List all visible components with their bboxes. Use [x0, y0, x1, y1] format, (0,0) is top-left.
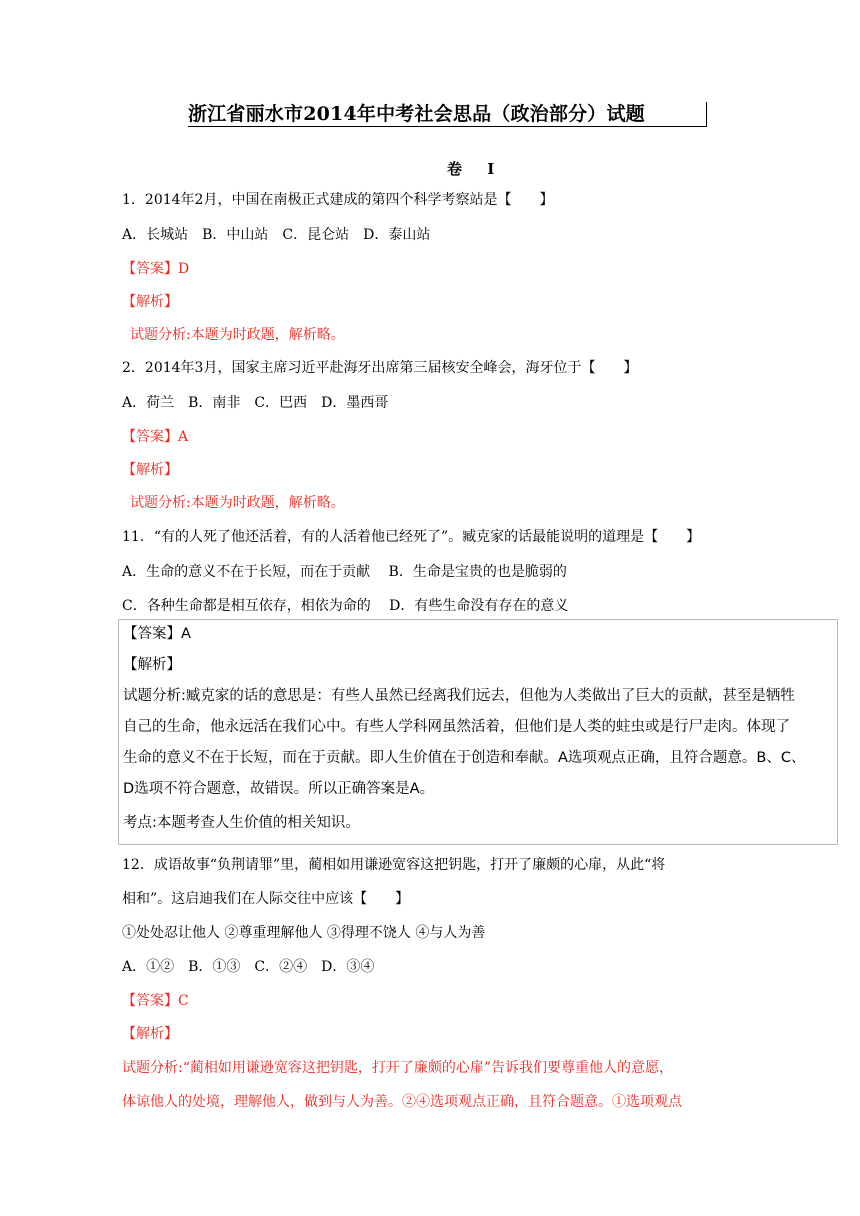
question-1-options: A．长城站 B．中山站 C．昆仑站 D．泰山站	[122, 227, 431, 243]
question-2-analysis-label: 【解析】	[122, 462, 178, 478]
question-2-analysis: 试题分析:本题为时政题，解析略。	[130, 495, 345, 511]
question-12-analysis-line: 体谅他人的处境，理解他人，做到与人为善。②④选项观点正确，且符合题意。①选项观点	[122, 1094, 682, 1110]
question-1-text: 1．2014年2月，中国在南极正式建成的第四个科学考察站是【 】	[122, 192, 554, 208]
question-2-options: A．荷兰 B．南非 C．巴西 D．墨西哥	[122, 395, 389, 411]
question-11-options-line-2: C．各种生命都是相互依存，相依为命的 D．有些生命没有存在的意义	[122, 598, 569, 614]
question-1-analysis-label: 【解析】	[122, 294, 178, 310]
question-11-analysis-label: 【解析】	[123, 657, 181, 673]
question-11-analysis-line: 生命的意义不在于长短，而在于贡献。即人生价值在于创造和奉献。A选项观点正确，且符合题意。B、C、	[123, 750, 806, 766]
question-11-analysis-line: D选项不符合题意，故错误。所以正确答案是A。	[123, 781, 435, 797]
question-11-knowledge-point: 考点:本题考查人生价值的相关知识。	[123, 815, 360, 831]
question-11-analysis-line: 试题分析:臧克家的话的意思是：有些人虽然已经离我们远去，但他为人类做出了巨大的贡献，甚至是牺牲	[123, 688, 795, 704]
volume-heading: 卷 I	[447, 160, 505, 178]
question-12-text-line-2: 相和”。这启迪我们在人际交往中应该【 】	[122, 891, 410, 907]
question-12-text-line-1: 12．成语故事“负荆请罪”里，蔺相如用谦逊宽容这把钥匙，打开了廉颇的心扉，从此“将	[122, 857, 666, 873]
question-1-analysis: 试题分析:本题为时政题，解析略。	[130, 327, 345, 343]
question-1-answer: 【答案】D	[122, 261, 190, 277]
question-12-options: A．①② B．①③ C．②④ D．③④	[122, 959, 375, 975]
question-11-options-line-1: A．生命的意义不在于长短，而在于贡献 B．生命是宝贵的也是脆弱的	[122, 564, 567, 580]
question-11-text: 11．“有的人死了他还活着，有的人活着他已经死了”。臧克家的话最能说明的道理是【 】	[122, 529, 701, 545]
question-11-analysis-line: 自己的生命，他永远活在我们心中。有些人学科网虽然活着，但他们是人类的蛀虫或是行尸走肉。体现了	[123, 719, 790, 735]
question-11-solution-box	[118, 619, 838, 845]
document-title: 浙江省丽水市2014年中考社会思品（政治部分）试题	[188, 102, 707, 127]
question-11-answer: 【答案】A	[123, 626, 191, 642]
question-12-analysis-label: 【解析】	[122, 1026, 178, 1042]
question-12-answer: 【答案】C	[122, 993, 189, 1009]
question-2-text: 2．2014年3月，国家主席习近平赴海牙出席第三届核安全峰会，海牙位于【 】	[122, 360, 638, 376]
question-12-statements: ①处处忍让他人 ②尊重理解他人 ③得理不饶人 ④与人为善	[122, 925, 486, 941]
question-12-analysis-line: 试题分析:“蔺相如用谦逊宽容这把钥匙，打开了廉颇的心扉”告诉我们要尊重他人的意愿，	[122, 1060, 674, 1076]
question-2-answer: 【答案】A	[122, 429, 189, 445]
